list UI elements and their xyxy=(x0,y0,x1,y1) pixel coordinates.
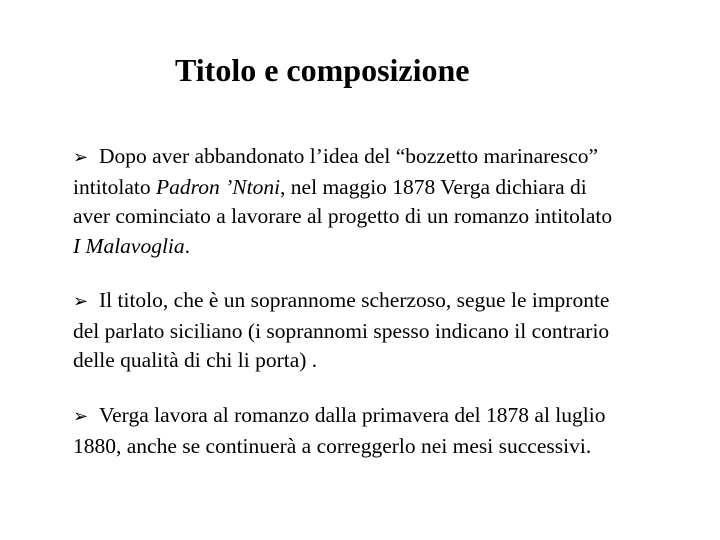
arrow-bullet-icon: ➢ xyxy=(73,147,89,168)
text-segment: Verga lavora al romanzo dalla primavera del 1878 al luglio xyxy=(99,403,606,427)
text-segment: . xyxy=(184,233,191,258)
italic-title: Padron ’Ntoni xyxy=(156,174,281,199)
text-segment: intitolato xyxy=(73,174,157,199)
arrow-bullet-icon: ➢ xyxy=(73,291,89,312)
page-title: Titolo e composizione xyxy=(175,52,470,88)
bullet-paragraph xyxy=(73,401,693,461)
bullet-paragraph xyxy=(73,142,693,261)
text-segment: , nel maggio 1878 Verga dichiara di xyxy=(280,174,587,199)
text-line: delle qualità di chi li porta) . xyxy=(73,348,318,372)
bullet-paragraph xyxy=(73,286,693,376)
text-line xyxy=(73,142,693,173)
text-segment: Dopo aver abbandonato l’idea del “bozzetto marinaresco” xyxy=(99,144,599,168)
text-line xyxy=(73,232,693,262)
italic-title: I Malavoglia xyxy=(73,233,185,258)
text-line: del parlato siciliano (i soprannomi spesso indicano il contrario xyxy=(73,318,610,343)
arrow-bullet-icon: ➢ xyxy=(73,406,89,427)
text-line xyxy=(73,401,693,432)
text-line: aver cominciato a lavorare al progetto di un romanzo intitolato xyxy=(73,204,613,228)
text-line xyxy=(73,173,693,203)
text-line: 1880, anche se continuerà a correggerlo nei mesi successivi. xyxy=(73,433,592,458)
text-segment: Il titolo, che è un soprannome scherzoso, segue le impronte xyxy=(99,288,610,312)
text-line xyxy=(73,286,693,317)
